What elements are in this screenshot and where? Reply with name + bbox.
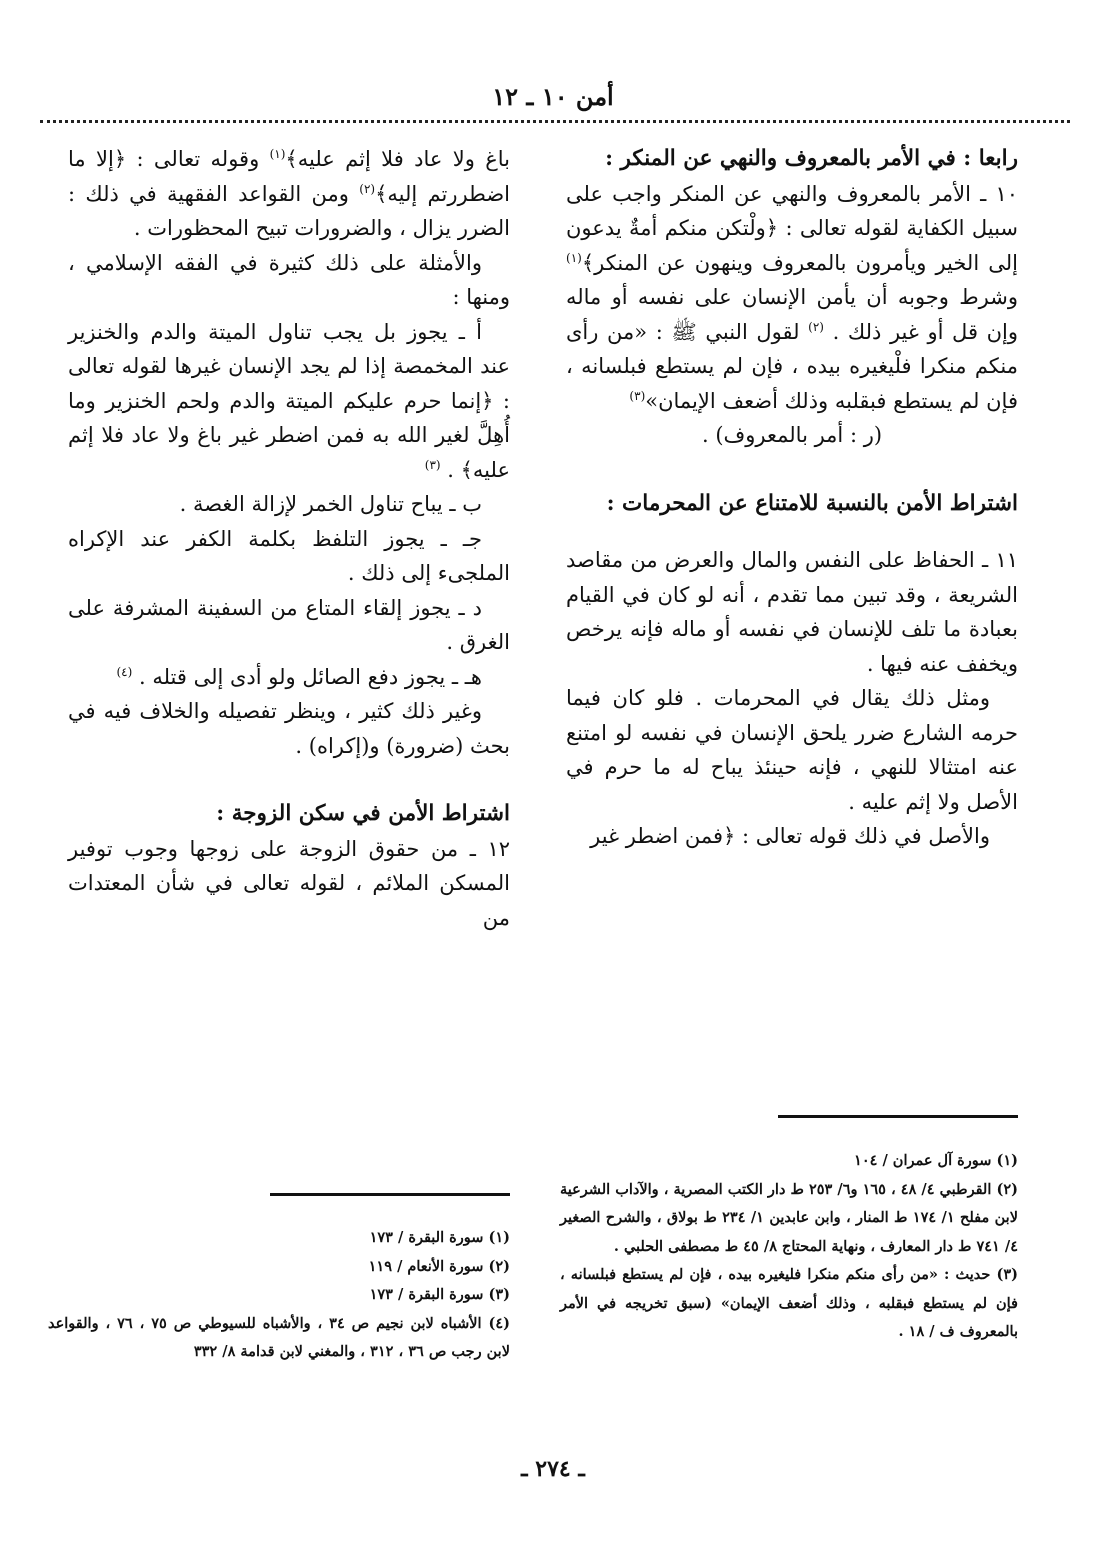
example-a-text: أ ـ يجوز بل يجب تناول الميتة والدم والخنزير عند المخمصة إذا لم يجد الإنسان غيرها لقوله تعالى : ﴿إنما حرم عليكم الميتة والدم ولحم الخنزير وما أُهِلَّ لغير الله به فمن اضطر غير باغ ولا عاد فلا إثم عليه﴾ . [68, 319, 510, 482]
paragraph-11: ١١ ـ الحفاظ على النفس والمال والعرض من مقاصد الشريعة ، وقد تبين مما تقدم ، أنه لو كان في القيام بعبادة ما تلف للإنسان في نفسه أو ماله فإنه يرخص ويخفف عنه فيها . [566, 548, 1018, 676]
example-c: جـ ـ يجوز التلفظ بكلمة الكفر عند الإكراه الملجىء إلى ذلك . [68, 526, 510, 585]
footnote-rule [270, 1193, 510, 1196]
continuation-part-1: باغ ولا عاد فلا إثم عليه﴾ [285, 147, 510, 171]
closing-paragraph: وغير ذلك كثير ، وينظر تفصيله والخلاف فيه في بحث (ضرورة) و(إكراه) . [68, 699, 510, 758]
footnote: (٣) حديث : «من رأى منكم منكرا فليغيره بيده ، فإن لم يستطع فبلسانه ، فإن لم يستطع فبقلبه ، وذلك أضعف الإيمان» (سبق تخريجه في الأمر بالمعروف ف / ١٨ . [560, 1266, 1018, 1340]
footnote-ref: (٣) [424, 457, 441, 472]
left-column [68, 142, 510, 935]
running-header: أمن ١٠ ـ ١٢ [492, 82, 614, 111]
section-heading-prohibitions: اشتراط الأمن بالنسبة للامتناع عن المحرمات : [606, 490, 1018, 516]
examples-intro: والأمثلة على ذلك كثيرة في الفقه الإسلامي ، ومنها : [68, 250, 510, 309]
footnote-ref: (١) [566, 250, 582, 265]
continuation-part-3: ومن القواعد الفقهية في ذلك : الضرر يزال ، والضرورات تبيح المحظورات . [68, 181, 510, 240]
footnote: (٢) سورة الأنعام / ١١٩ [368, 1257, 510, 1275]
paragraph-10-part-1: ١٠ ـ الأمر بالمعروف والنهي عن المنكر واجب على سبيل الكفاية لقوله تعالى : ﴿ولْتكن منكم أمةٌ يدعون إلى الخير ويأمرون بالمعروف وينهون عن المنكر﴾ [566, 181, 1018, 275]
page-number: ـ ٢٧٤ ـ [521, 1456, 585, 1482]
continuation-part-2: وقوله تعالى : ﴿إلا ما اضطررتم إليه﴾ [68, 147, 510, 206]
example-d: د ـ يجوز إلقاء المتاع من السفينة المشرفة على الغرق . [68, 595, 510, 654]
footnote-ref: (١) [269, 147, 286, 161]
paragraph-11-b: ومثل ذلك يقال في المحرمات . فلو كان فيما حرمه الشارع ضرر يلحق الإنسان في نفسه لو امتنع عنه امتثالا للنهي ، فإنه حينئذ يباح له ما حرم في الأصل ولا إثم عليه . [566, 686, 1018, 814]
footnote-rule [778, 1115, 1018, 1118]
footnote-ref: (٢) [359, 181, 376, 196]
continuation-paragraph [68, 142, 510, 246]
footnote: (١) سورة آل عمران / ١٠٤ [854, 1152, 1018, 1169]
paragraph-12: ١٢ ـ من حقوق الزوجة على زوجها وجوب توفير المسكن الملائم ، لقوله تعالى في شأن المعتدات من [68, 836, 510, 930]
example-e-text: هـ ـ يجوز دفع الصائل ولو أدى إلى قتله . [132, 664, 482, 689]
right-column [566, 142, 1018, 854]
header-dotted-rule [40, 120, 1070, 123]
footnote-ref: (٤) [116, 664, 133, 679]
footnote-ref: (٣) [629, 388, 646, 403]
footnote: (٤) الأشباه لابن نجيم ص ٣٤ ، والأشباه للسيوطي ص ٧٥ ، ٧٦ ، والقواعد لابن رجب ص ٣٦ ، ٣١٢ ، والمغني لابن قدامة ٨/ ٣٣٢ [48, 1314, 511, 1360]
footnote: (٢) القرطبي ٤/ ٤٨ ، ١٦٥ و٦/ ٢٥٣ ط دار الكتب المصرية ، والآداب الشرعية لابن مفلح ١/ ١٧٤ ط المنار ، وابن عابدين ١/ ٢٣٤ ط بولاق ، والشرح الصغير ٤/ ٧٤١ ط دار المعارف ، ونهاية المحتاج ٨/ ٤٥ ط مصطفى الحلبي . [560, 1180, 1018, 1255]
footnotes-left [48, 1224, 510, 1367]
footnote-ref: (٢) [808, 319, 824, 334]
example-e [68, 660, 510, 695]
example-a [68, 315, 510, 488]
footnote: (٣) سورة البقرة / ١٧٣ [369, 1286, 510, 1303]
section-heading-wife-residence: اشتراط الأمن في سكن الزوجة : [216, 801, 510, 826]
cross-reference: (ر : أمر بالمعروف) . [701, 423, 883, 447]
paragraph-10 [566, 177, 1018, 419]
footnote: (١) سورة البقرة / ١٧٣ [369, 1229, 510, 1246]
paragraph-10-part-2: وشرط وجوبه أن يأمن الإنسان على نفسه أو ماله وإن قل أو غير ذلك . [566, 285, 1018, 344]
paragraph-11-c: والأصل في ذلك قوله تعالى : ﴿فمن اضطر غير [590, 824, 990, 848]
footnotes-right [560, 1147, 1018, 1347]
paragraph-10-part-3: لقول النبي ﷺ : «من رأى منكم منكرا فلْيغيره بيده ، فإن لم يستطع فبلسانه ، فإن لم يستطع فبقلبه وذلك أضعف الإيمان» [566, 319, 1018, 413]
example-b: ب ـ يباح تناول الخمر لإزالة الغصة . [179, 492, 482, 516]
section-heading-enjoining-good: رابعا : في الأمر بالمعروف والنهي عن المنكر : [605, 146, 1018, 171]
